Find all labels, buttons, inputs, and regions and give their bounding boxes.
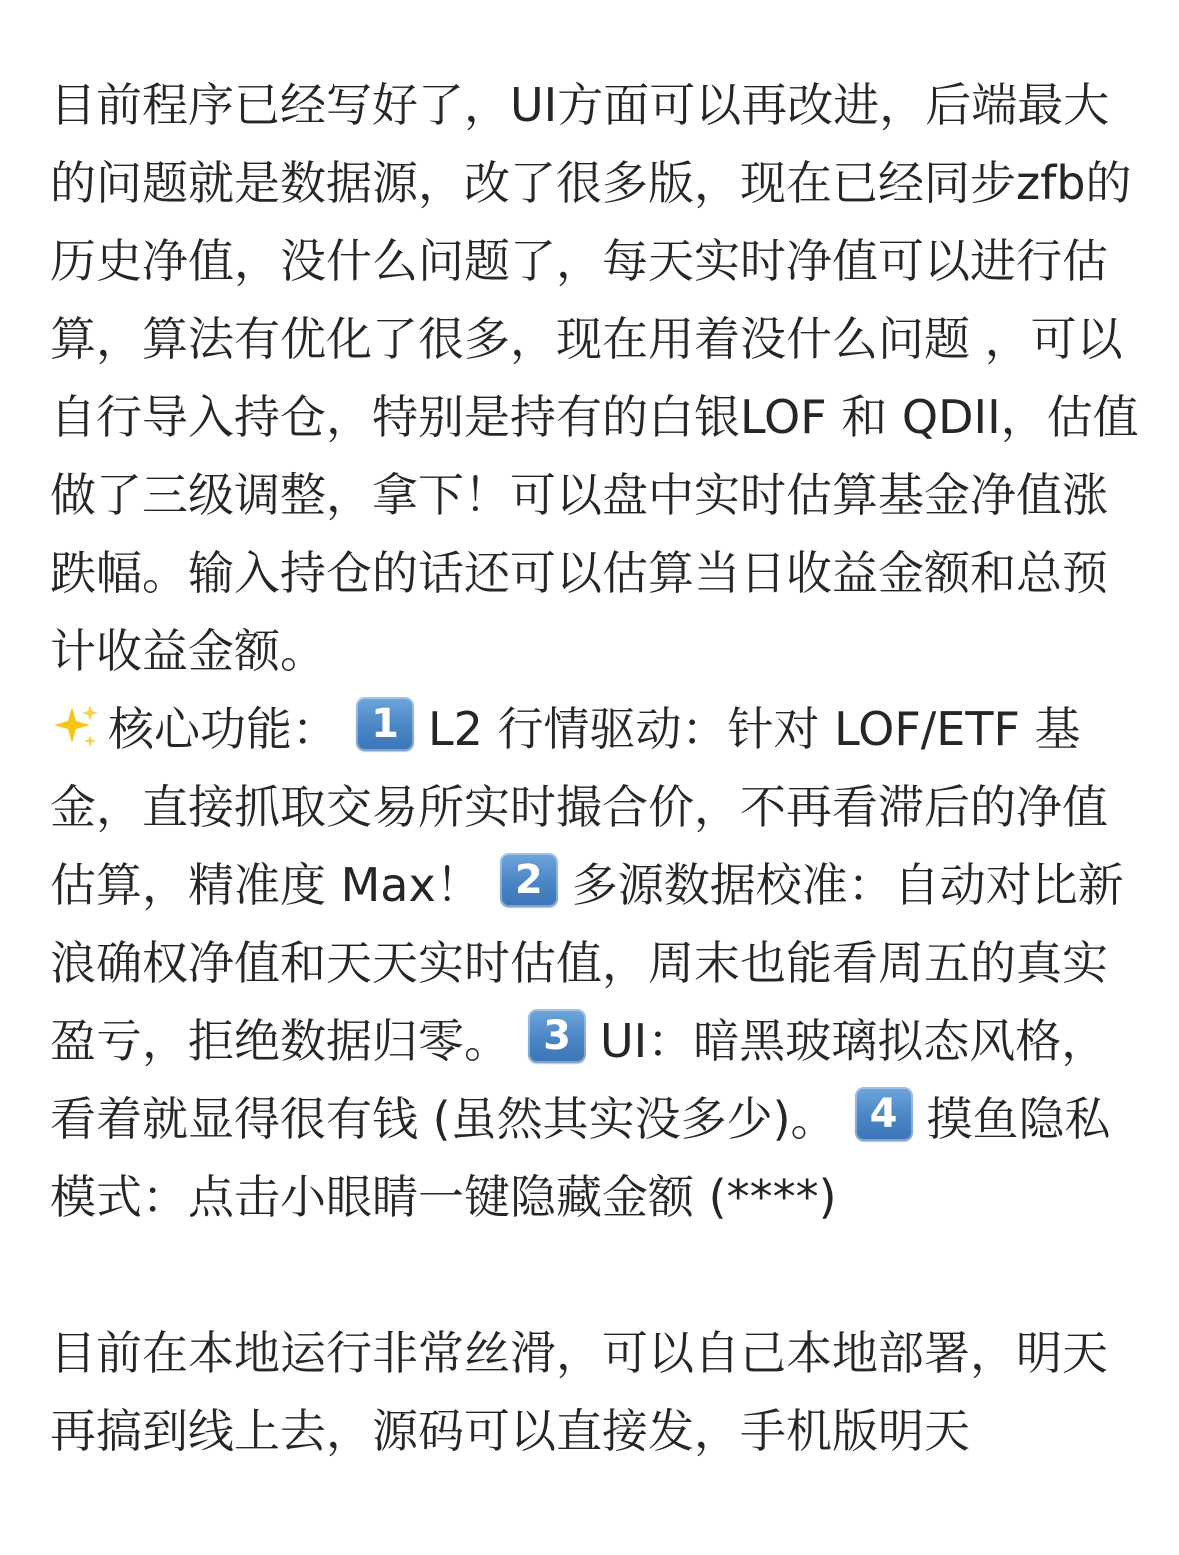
keycap-2-number: 2	[514, 857, 543, 903]
feature-1-text: L2 行情驱动：针对 LOF/ETF 基金，直接抓取交易所实时撮合价，不再看滞后的净值估算，精准度 Max！	[50, 702, 1108, 912]
post-body	[50, 66, 1140, 1470]
keycap-1-icon	[356, 697, 414, 751]
intro-paragraph: 目前程序已经写好了，UI方面可以再改进，后端最大的问题就是数据源，改了很多版，现在已经同步zfb的历史净值，没什么问题了，每天实时净值可以进行估算，算法有优化了很多，现在用着没什么问题 ，可以自行导入持仓，特别是持有的白银LOF 和 QDII，估值做了三级调整，拿下！可以盘中实时估算基金净值涨跌幅。输入持仓的话还可以估算当日收益金额和总预计收益金额。	[50, 78, 1139, 678]
sparkles-icon	[50, 698, 102, 750]
keycap-4-icon	[855, 1087, 913, 1141]
keycap-3-number: 3	[543, 1013, 571, 1059]
keycap-3-icon	[528, 1009, 586, 1063]
feature-3-text: UI：暗黑玻璃拟态风格，看着就显得很有钱 (虽然其实没多少)。	[50, 1014, 1108, 1146]
closing-paragraph: 目前在本地运行非常丝滑，可以自己本地部署，明天再搞到线上去，源码可以直接发，手机版明天	[50, 1326, 1108, 1458]
feature-4-text: 摸鱼隐私模式：点击小眼睛一键隐藏金额 (****)	[50, 1092, 1111, 1224]
features-intro: 核心功能：	[108, 702, 338, 756]
feature-2-text: 多源数据校准：自动对比新浪确权净值和天天实时估值，周末也能看周五的真实盈亏，拒绝数据归零。	[50, 858, 1124, 1068]
features-paragraph	[50, 690, 1140, 1236]
keycap-1-number: 1	[371, 701, 399, 747]
keycap-4-number: 4	[869, 1091, 898, 1137]
keycap-2-icon	[500, 853, 558, 907]
paragraph-spacer	[50, 1236, 1140, 1314]
